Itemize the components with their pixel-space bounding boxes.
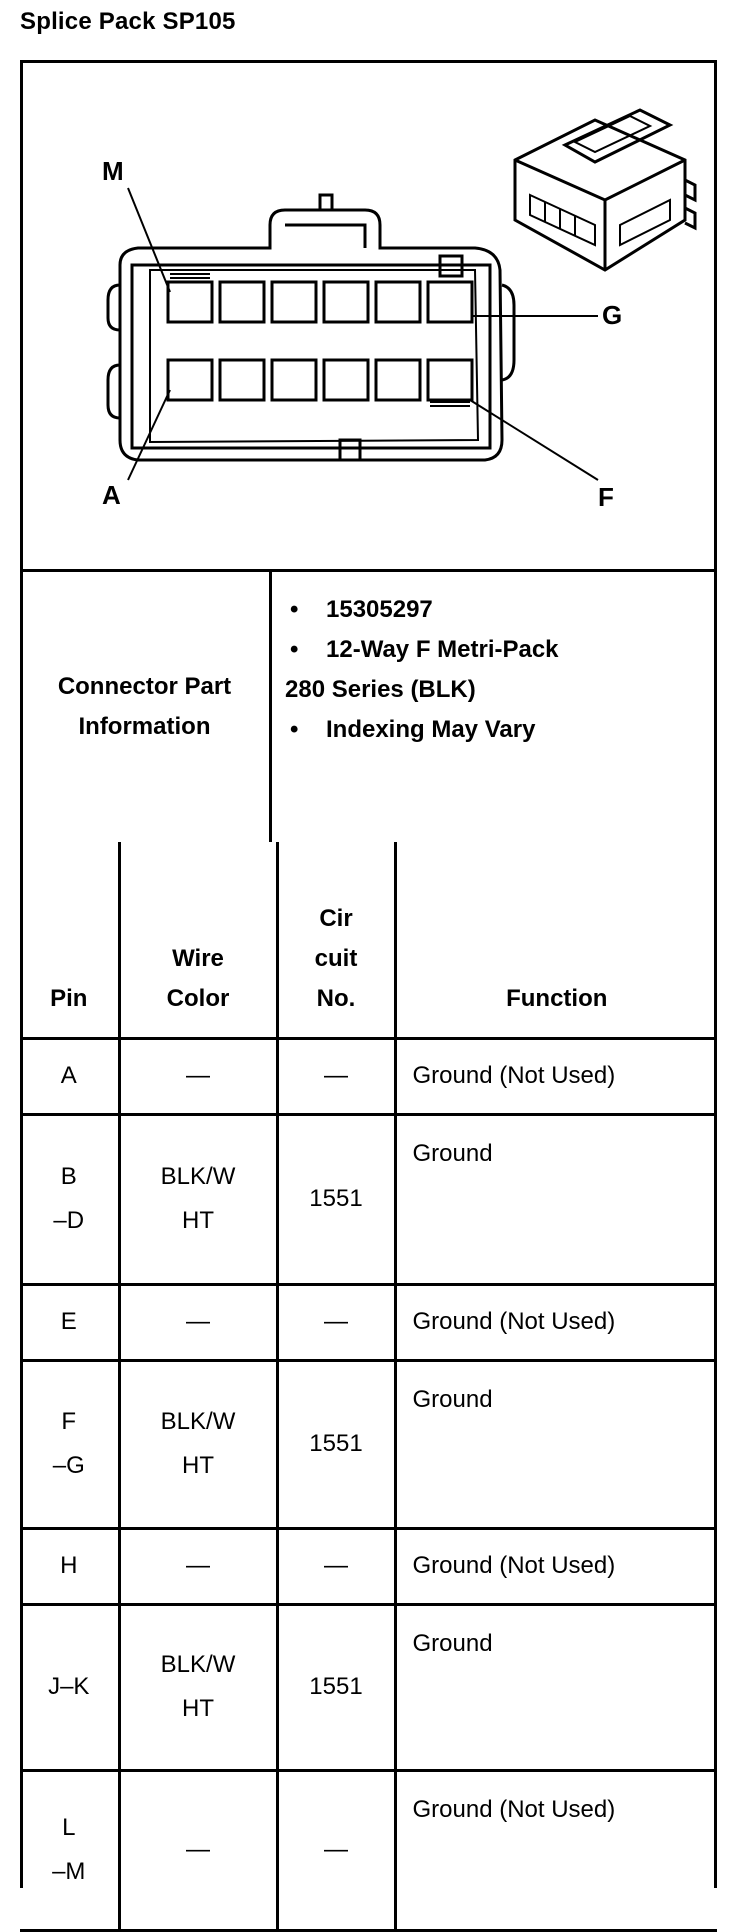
callout-a: A: [102, 480, 121, 510]
cell-wire-color: —: [119, 1284, 277, 1360]
cell-wire-color: BLK/W HT: [119, 1604, 277, 1770]
cell-circuit: —: [277, 1770, 395, 1930]
cell-circuit: 1551: [277, 1114, 395, 1284]
cell-pin: J–K: [20, 1604, 119, 1770]
cell-function: Ground: [395, 1604, 717, 1770]
cell-wire-color: —: [119, 1770, 277, 1930]
table-row: [20, 1604, 717, 1770]
cell-circuit: —: [277, 1284, 395, 1360]
cell-wire-color: BLK/W HT: [119, 1114, 277, 1284]
page-title: Splice Pack SP105: [20, 8, 236, 35]
connector-info-label-line1: Connector Part: [57, 673, 232, 700]
info-line-series: 280 Series (BLK): [285, 676, 476, 703]
cell-function: Ground: [395, 1114, 717, 1284]
cell-circuit: —: [277, 1528, 395, 1604]
cell-circuit: 1551: [277, 1360, 395, 1528]
cell-pin: E: [20, 1284, 119, 1360]
cell-circuit: —: [277, 1038, 395, 1114]
connector-diagram: [20, 60, 717, 572]
cell-function: Ground (Not Used): [395, 1770, 717, 1930]
connector-info-details: [285, 590, 705, 750]
callout-f: F: [598, 482, 614, 512]
cell-function: Ground (Not Used): [395, 1038, 717, 1114]
info-line-connector-type: • 12-Way F Metri-Pack: [290, 636, 559, 663]
callout-m: M: [102, 156, 124, 186]
cell-pin: H: [20, 1528, 119, 1604]
cell-wire-color: BLK/W HT: [119, 1360, 277, 1528]
cell-pin: B –D: [20, 1114, 119, 1284]
cell-wire-color: —: [119, 1528, 277, 1604]
cell-pin: F –G: [20, 1360, 119, 1528]
cell-function: Ground (Not Used): [395, 1528, 717, 1604]
table-row: [20, 1770, 717, 1930]
cell-circuit: 1551: [277, 1604, 395, 1770]
table-row: [20, 1528, 717, 1604]
cell-pin: A: [20, 1038, 119, 1114]
header-circuit-no: Cir cuit No.: [277, 842, 395, 1038]
table-row: [20, 1038, 717, 1114]
connector-info-label: [20, 572, 272, 842]
table-row: [20, 1284, 717, 1360]
table-row: [20, 1360, 717, 1528]
cell-function: Ground: [395, 1360, 717, 1528]
table-header-row: [20, 842, 717, 1038]
info-line-part-number: • 15305297: [290, 596, 433, 623]
cell-pin: L –M: [20, 1770, 119, 1930]
cell-function: Ground (Not Used): [395, 1284, 717, 1360]
pinout-table: [20, 842, 717, 1932]
connector-info-label-line2: Information: [78, 713, 211, 740]
callout-g: G: [602, 300, 623, 330]
cell-wire-color: —: [119, 1038, 277, 1114]
header-wire-color: Wire Color: [119, 842, 277, 1038]
table-row: [20, 1114, 717, 1284]
header-function: Function: [395, 842, 717, 1038]
info-line-indexing: • Indexing May Vary: [290, 716, 536, 743]
header-pin: Pin: [20, 842, 119, 1038]
